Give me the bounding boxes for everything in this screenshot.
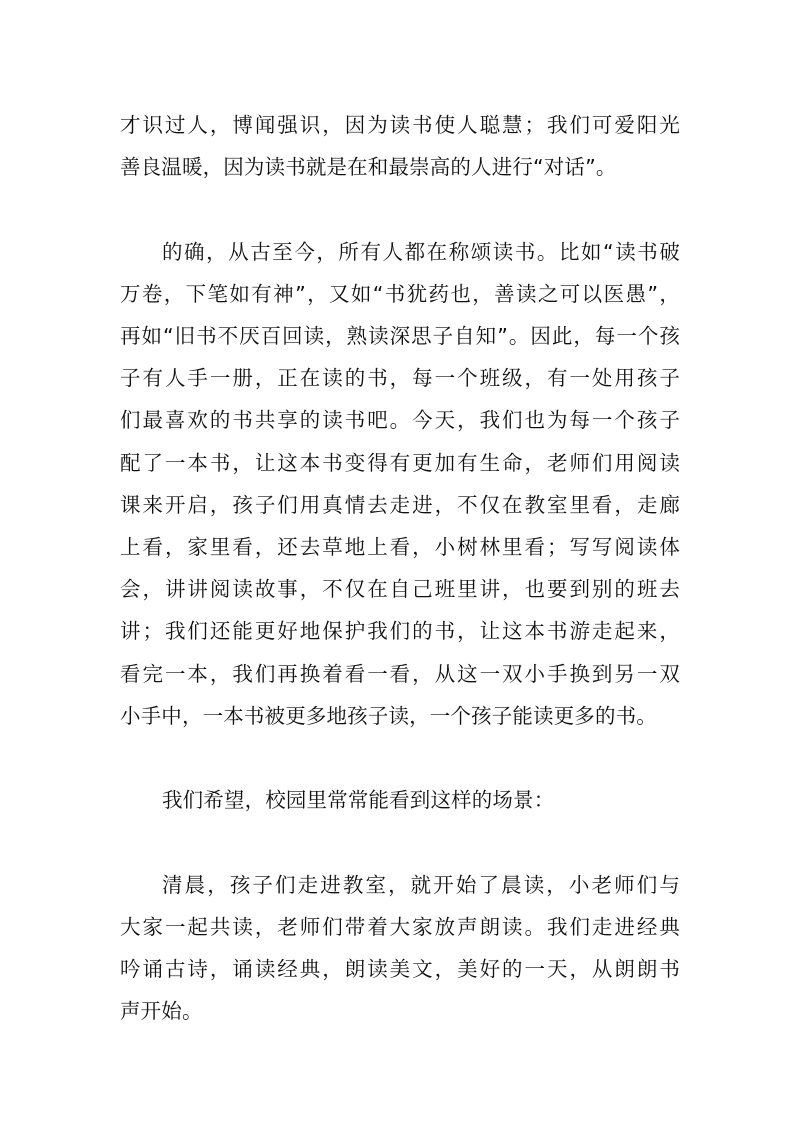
paragraph-gap xyxy=(120,821,680,863)
paragraph-3-line-1: 我们希望，校园里常常能看到这样的场景： xyxy=(162,788,555,813)
paragraph-4-line-2: 大家一起共读，老师们带着大家放声朗读。我们走进经典 xyxy=(120,914,680,939)
paragraph-2-line-3: 再如“旧书不厌百回读，熟读深思子自知”。因此，每一个孩 xyxy=(120,324,680,348)
paragraph-2-line-2: 万卷，下笔如有神”，又如“书犹药也，善读之可以医愚”， xyxy=(120,281,680,306)
paragraph-gap xyxy=(120,188,680,230)
paragraph-gap xyxy=(120,737,680,779)
paragraph-1 xyxy=(120,104,680,188)
paragraph-1-line-1: 才识过人，博闻强识，因为读书使人聪慧；我们可爱阳光 xyxy=(120,113,680,137)
paragraph-2-line-6: 配了一本书，让这本书变得有更加有生命，老师们用阅读 xyxy=(120,450,680,475)
paragraph-2-line-8: 上看，家里看，还去草地上看，小树林里看；写写阅读体 xyxy=(120,535,680,560)
paragraph-4 xyxy=(120,864,680,1033)
paragraph-2-line-7: 课来开启，孩子们用真情去走进，不仅在教室里看，走廊 xyxy=(120,492,680,517)
paragraph-2-line-4: 子有人手一册，正在读的书，每一个班级，有一处用孩子 xyxy=(120,366,680,391)
paragraph-2-line-10: 讲；我们还能更好地保护我们的书，让这本书游走起来， xyxy=(120,619,680,644)
paragraph-2-line-9: 会，讲讲阅读故事，不仅在自己班里讲，也要到别的班去 xyxy=(120,577,680,602)
paragraph-4-line-4: 声开始。 xyxy=(120,999,203,1024)
paragraph-2-line-1: 的确，从古至今，所有人都在称颂读书。比如“读书破 xyxy=(162,239,680,264)
document-page xyxy=(120,104,680,1032)
paragraph-2 xyxy=(120,231,680,737)
paragraph-2-line-5: 们最喜欢的书共享的读书吧。今天，我们也为每一个孩子 xyxy=(120,408,680,433)
paragraph-2-line-12: 小手中，一本书被更多地孩子读，一个孩子能读更多的书。 xyxy=(120,703,657,728)
paragraph-1-line-2: 善良温暖，因为读书就是在和最崇高的人进行“对话”。 xyxy=(120,155,617,180)
paragraph-3 xyxy=(120,779,680,821)
paragraph-2-line-11: 看完一本，我们再换着看一看，从这一双小手换到另一双 xyxy=(120,661,680,686)
paragraph-4-line-3: 吟诵古诗，诵读经典，朗读美文，美好的一天，从朗朗书 xyxy=(120,957,680,982)
paragraph-4-line-1: 清晨，孩子们走进教室，就开始了晨读，小老师们与 xyxy=(162,872,680,897)
